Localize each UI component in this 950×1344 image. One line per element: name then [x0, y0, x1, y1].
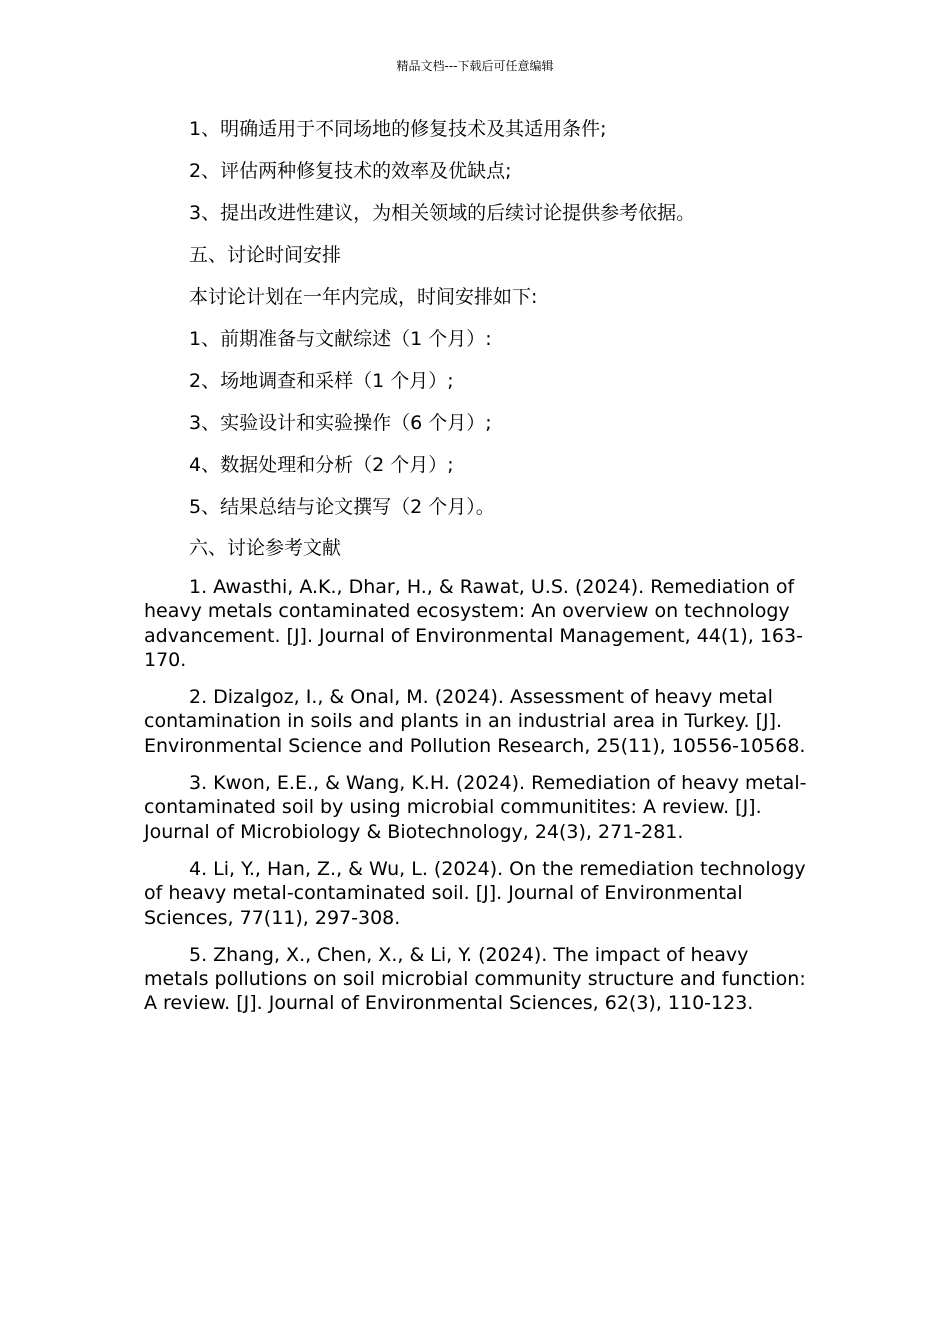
reference-item: 3. Kwon, E.E., & Wang, K.H. (2024). Remediation of heavy metal-contaminated soil by using microbial communitites: A review. [J]. Journal of Microbiology & Biotechnology, 24(3), 271-281.	[144, 772, 807, 843]
references-heading: 六、讨论参考文献	[189, 537, 342, 559]
page-header: 精品文档---下载后可任意编辑	[396, 59, 554, 73]
reference-list	[144, 575, 816, 1029]
schedule-item: 4、数据处理和分析（2 个月）;	[189, 454, 454, 476]
schedule-heading: 五、讨论时间安排	[189, 244, 342, 266]
schedule-item: 1、前期准备与文献综述（1 个月）:	[189, 328, 492, 350]
objective-item: 1、明确适用于不同场地的修复技术及其适用条件;	[189, 118, 607, 140]
schedule-item: 2、场地调查和采样（1 个月）;	[189, 370, 454, 392]
schedule-item: 5、结果总结与论文撰写（2 个月）。	[189, 496, 495, 518]
objective-item: 3、提出改进性建议，为相关领域的后续讨论提供参考依据。	[189, 202, 696, 224]
schedule-item: 3、实验设计和实验操作（6 个月）;	[189, 412, 492, 434]
reference-item: 4. Li, Y., Han, Z., & Wu, L. (2024). On the remediation technology of heavy metal-contaminated soil. [J]. Journal of Environmental Sciences, 77(11), 297-308.	[144, 857, 806, 929]
schedule-intro: 本讨论计划在一年内完成，时间安排如下:	[189, 286, 538, 308]
reference-item: 1. Awasthi, A.K., Dhar, H., & Rawat, U.S. (2024). Remediation of heavy metals contaminated ecosystem: An overview on technology advancement. [J]. Journal of Environmental Management, 44(1), 163-170.	[144, 576, 803, 671]
reference-item: 2. Dizalgoz, I., & Onal, M. (2024). Assessment of heavy metal contamination in soils and plants in an industrial area in Turkey. [J]. Environmental Science and Pollution Research, 25(11), 10556-10568.	[144, 686, 806, 757]
reference-item: 5. Zhang, X., Chen, X., & Li, Y. (2024). The impact of heavy metals pollutions on soil microbial community structure and function: A review. [J]. Journal of Environmental Sciences, 62(3), 110-123.	[144, 943, 806, 1015]
objective-item: 2、评估两种修复技术的效率及优缺点;	[189, 160, 512, 182]
